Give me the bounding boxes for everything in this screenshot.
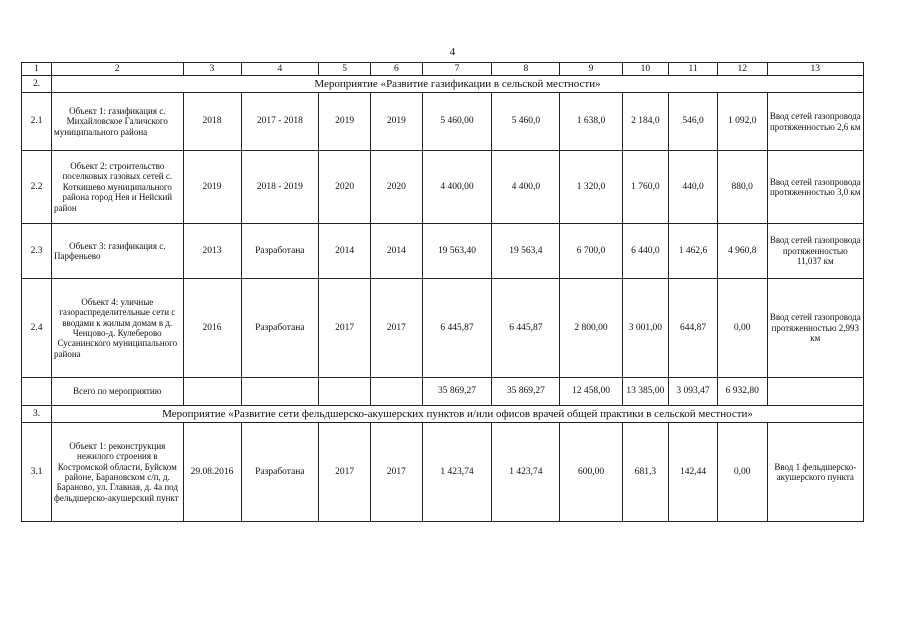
cell-col9: 6 700,0	[560, 224, 622, 279]
cell-col9: 2 800,00	[560, 279, 622, 378]
cell-col3: 2019	[183, 151, 241, 224]
cell-col6: 2014	[370, 224, 422, 279]
cell-col4: Разработана	[241, 423, 319, 522]
table-row	[22, 151, 864, 224]
cell-col10: 6 440,0	[622, 224, 669, 279]
cell-col5: 2019	[319, 93, 371, 151]
object-description: Объект 3: газификация с. Парфеньево	[52, 224, 184, 279]
result-note: Ввод сетей газопровода протяженностью 3,0 км	[767, 151, 863, 224]
column-number: 12	[717, 63, 767, 76]
column-number: 9	[560, 63, 622, 76]
column-number: 13	[767, 63, 863, 76]
cell-col7: 4 400,00	[422, 151, 491, 224]
column-number: 2	[52, 63, 184, 76]
cell-col8: 1 423,74	[492, 423, 560, 522]
cell-col3	[183, 378, 241, 406]
result-note: Ввод 1 фельдшерско-акушерского пункта	[767, 423, 863, 522]
row-number	[22, 378, 52, 406]
cell-col3: 2016	[183, 279, 241, 378]
total-label: Всего по мероприятию	[52, 378, 184, 406]
cell-col6	[370, 378, 422, 406]
section-number: 3.	[22, 406, 52, 423]
cell-col4: 2018 - 2019	[241, 151, 319, 224]
object-description: Объект 1: реконструкция нежилого строения в Костромской области, Буйском районе, Барановском с/п, д. Бараново, ул. Главная, д. 4а под фельдшерско-акушерский пункт	[52, 423, 184, 522]
column-number: 8	[492, 63, 560, 76]
result-note: Ввод сетей газопровода протяженностью 2,6 км	[767, 93, 863, 151]
cell-col11: 546,0	[669, 93, 718, 151]
object-description: Объект 1: газификация с. Михайловское Галичского муниципального района	[52, 93, 184, 151]
total-col12: 6 932,80	[717, 378, 767, 406]
table-row	[22, 93, 864, 151]
cell-col6: 2017	[370, 423, 422, 522]
column-number-row	[22, 63, 864, 76]
cell-col11: 644,87	[669, 279, 718, 378]
cell-col12: 1 092,0	[717, 93, 767, 151]
cell-col4: Разработана	[241, 279, 319, 378]
column-number: 3	[183, 63, 241, 76]
section-header-row	[22, 76, 864, 93]
cell-col12: 4 960,8	[717, 224, 767, 279]
cell-col4	[241, 378, 319, 406]
cell-col10: 2 184,0	[622, 93, 669, 151]
section-title: Мероприятие «Развитие газификации в сельской местности»	[52, 76, 864, 93]
cell-col12: 0,00	[717, 279, 767, 378]
cell-col12: 0,00	[717, 423, 767, 522]
cell-col9: 600,00	[560, 423, 622, 522]
row-number: 3.1	[22, 423, 52, 522]
total-col8: 35 869,27	[492, 378, 560, 406]
total-col10: 13 385,00	[622, 378, 669, 406]
column-number: 11	[669, 63, 718, 76]
cell-col7: 5 460,00	[422, 93, 491, 151]
table-row	[22, 423, 864, 522]
row-number: 2.4	[22, 279, 52, 378]
cell-col8: 4 400,0	[492, 151, 560, 224]
column-number: 6	[370, 63, 422, 76]
cell-col11: 1 462,6	[669, 224, 718, 279]
column-number: 4	[241, 63, 319, 76]
column-number: 10	[622, 63, 669, 76]
cell-col5: 2020	[319, 151, 371, 224]
cell-col10: 1 760,0	[622, 151, 669, 224]
total-row	[22, 378, 864, 406]
section-number: 2.	[22, 76, 52, 93]
cell-col6: 2017	[370, 279, 422, 378]
section-header-row	[22, 406, 864, 423]
cell-col11: 440,0	[669, 151, 718, 224]
cell-col6: 2020	[370, 151, 422, 224]
total-col9: 12 458,00	[560, 378, 622, 406]
cell-col5: 2017	[319, 279, 371, 378]
object-description: Объект 2: строительство поселковых газовых сетей с. Коткишево муниципального района город Нея и Нейский район	[52, 151, 184, 224]
cell-col5: 2014	[319, 224, 371, 279]
cell-col9: 1 638,0	[560, 93, 622, 151]
total-col11: 3 093,47	[669, 378, 718, 406]
table-row	[22, 279, 864, 378]
row-number: 2.1	[22, 93, 52, 151]
cell-col8: 6 445,87	[492, 279, 560, 378]
cell-col7: 1 423,74	[422, 423, 491, 522]
cell-col8: 5 460,0	[492, 93, 560, 151]
cell-col3: 2018	[183, 93, 241, 151]
cell-col3: 29.08.2016	[183, 423, 241, 522]
total-col7: 35 869,27	[422, 378, 491, 406]
cell-col4: Разработана	[241, 224, 319, 279]
cell-col10: 681,3	[622, 423, 669, 522]
row-number: 2.3	[22, 224, 52, 279]
section-title: Мероприятие «Развитие сети фельдшерско-акушерских пунктов и/или офисов врачей общей практики в сельской местности»	[52, 406, 864, 423]
cell-col12: 880,0	[717, 151, 767, 224]
cell-col7: 6 445,87	[422, 279, 491, 378]
column-number: 5	[319, 63, 371, 76]
column-number: 7	[422, 63, 491, 76]
cell-col13	[767, 378, 863, 406]
page-number: 4	[449, 46, 456, 58]
cell-col8: 19 563,4	[492, 224, 560, 279]
cell-col9: 1 320,0	[560, 151, 622, 224]
cell-col10: 3 001,00	[622, 279, 669, 378]
column-number: 1	[22, 63, 52, 76]
table-row	[22, 224, 864, 279]
cell-col3: 2013	[183, 224, 241, 279]
cell-col7: 19 563,40	[422, 224, 491, 279]
row-number: 2.2	[22, 151, 52, 224]
cell-col11: 142,44	[669, 423, 718, 522]
program-table	[21, 62, 864, 522]
object-description: Объект 4: уличные газораспределительные сети с вводами к жилым домам в д. Ченцово-д. Кулеберово Сусанинского муниципального района	[52, 279, 184, 378]
cell-col5: 2017	[319, 423, 371, 522]
cell-col5	[319, 378, 371, 406]
result-note: Ввод сетей газопровода протяженностью 11,037 км	[767, 224, 863, 279]
cell-col4: 2017 - 2018	[241, 93, 319, 151]
result-note: Ввод сетей газопровода протяженностью 2,993 км	[767, 279, 863, 378]
cell-col6: 2019	[370, 93, 422, 151]
